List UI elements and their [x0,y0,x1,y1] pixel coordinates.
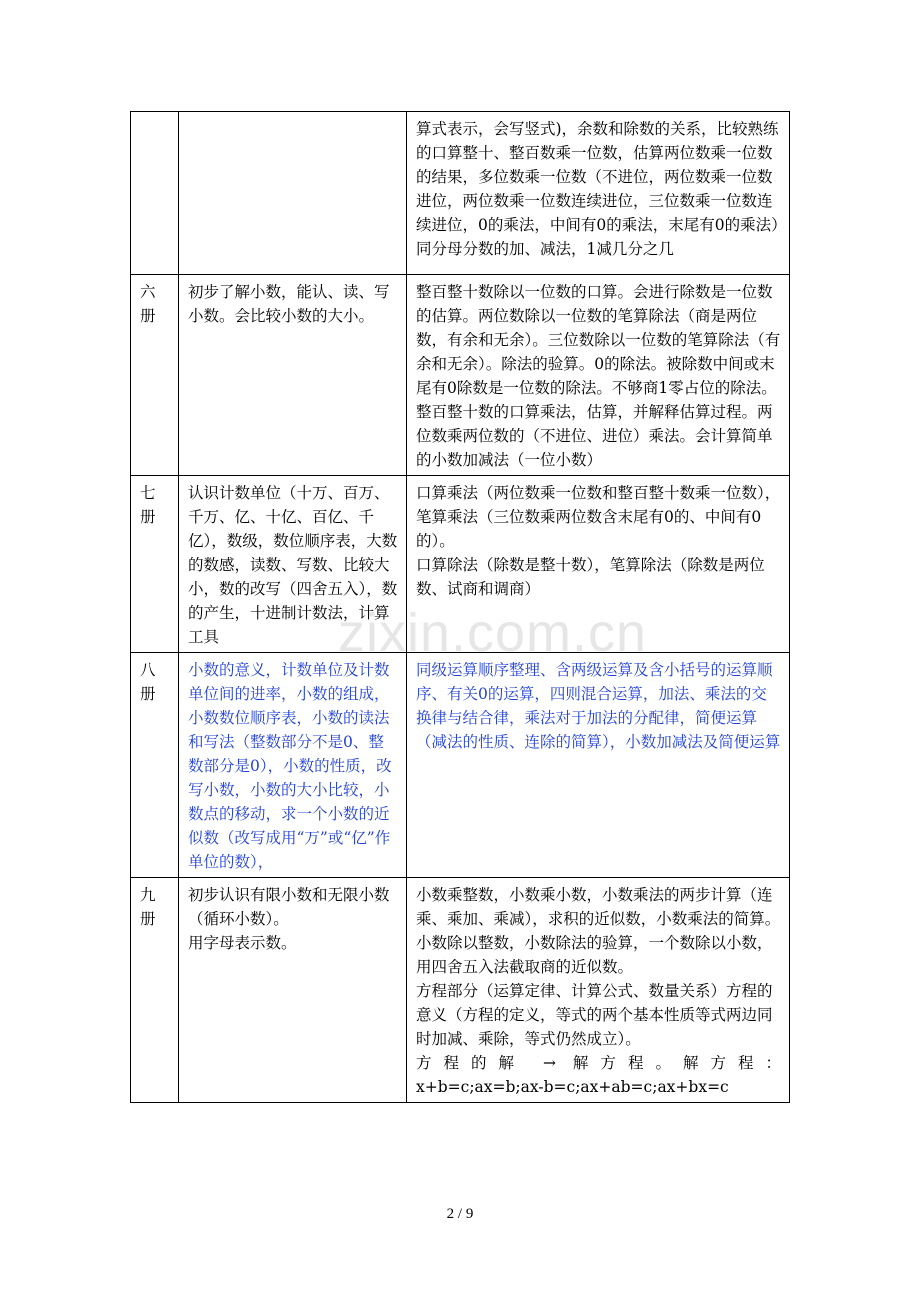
calc-paragraph: 同分母分数的加、减法，1减几分之几 [416,240,674,258]
table-row [131,112,790,275]
table-row [131,653,790,878]
content-paragraph: 初步认识有限小数和无限小数（循环小数）。 [188,886,390,928]
content-paragraph: 认识计数单位（十万、百万、千万、亿、十亿、百亿、千亿），数级，数位顺序表，大数的数感，读数、写数、比较大小，数的改写（四舍五入），数的产生，十进制计数法，计算工具 [188,484,398,646]
table-row [131,275,790,476]
calculation-cell [407,476,790,653]
volume-cell: 八册 [131,653,179,878]
curriculum-table [130,111,790,1103]
calculation-cell [407,112,790,275]
calc-paragraph: 方程部分（运算定律、计算公式、数量关系）方程的意义（方程的定义，等式的两个基本性质等式两边同时加减、乘除，等式仍然成立）。 [416,982,773,1048]
content-paragraph: 小数的意义，计数单位及计数单位间的进率，小数的组成，小数数位顺序表，小数的读法和写法（整数部分不是0、整数部分是0），小数的性质，改写小数，小数的大小比较，小数点的移动，求一个小数的近似数（改写成用“万”或“亿”作单位的数）， [188,661,392,871]
calc-paragraph: 算式表示，会写竖式)，余数和除数的关系，比较熟练的口算整十、整百数乘一位数，估算两位数乘一位数的结果，多位数乘一位数（不进位，两位数乘一位数进位，两位数乘一位数连续进位，三位数乘一位数连续进位，0的乘法，中间有0的乘法，末尾有0的乘法） [416,120,787,234]
calc-paragraph: 小数乘整数，小数乘小数，小数乘法的两步计算（连乘、乘加、乘减），求积的近似数，小数乘法的简算。 [416,886,781,928]
calc-paragraph: 口算除法（除数是整十数），笔算除法（除数是两位数、试商和调商） [416,556,765,598]
content-paragraph: 用字母表示数。 [188,934,297,952]
calc-paragraph: 整百整十数除以一位数的口算。会进行除数是一位数的估算。两位数除以一位数的笔算除法（商是两位数，有余和无余）。三位数除以一位数的笔算除法（有余和无余）。除法的验算。0的除法。被除数中间或末尾有0除数是一位数的除法。不够商1零占位的除法。 [416,283,781,397]
calc-paragraph: 小数除以整数，小数除法的验算，一个数除以小数，用四舍五入法截取商的近似数。 [416,934,773,976]
watermark: zixin.com.cn [338,603,648,663]
volume-cell: 七册 [131,476,179,653]
content-paragraph: 初步了解小数，能认、读、写小数。会比较小数的大小。 [188,283,390,325]
formula-line: x+b=c;ax=b;ax-b=c;ax+ab=c;ax+bx=c [416,1078,729,1096]
calculation-cell [407,275,790,476]
calc-paragraph: 方程的解 → 解方程。解方程： [416,1054,781,1072]
calculation-cell [407,878,790,1103]
calc-paragraph: 整百整十数的口算乘法，估算，并解释估算过程。两位数乘两位数的（不进位、进位）乘法。会计算简单的小数加减法（一位小数） [416,403,773,469]
table-row [131,878,790,1103]
content-cell [179,112,407,275]
volume-cell: 九册 [131,878,179,1103]
content-cell [179,653,407,878]
calc-paragraph: 口算乘法（两位数乘一位数和整百整十数乘一位数），笔算乘法（三位数乘两位数含末尾有0的、中间有0的）。 [416,484,781,550]
page-number: 2 / 9 [446,1206,474,1222]
calculation-cell [407,653,790,878]
content-cell [179,275,407,476]
volume-cell: 六册 [131,275,179,476]
volume-cell [131,112,179,275]
content-cell [179,878,407,1103]
table-row [131,476,790,653]
calc-paragraph: 同级运算顺序整理、含两级运算及含小括号的运算顺序、有关0的运算，四则混合运算，加法、乘法的交换律与结合律，乘法对于加法的分配律，简便运算（减法的性质、连除的简算），小数加减法及简便运算 [416,661,781,751]
content-cell [179,476,407,653]
